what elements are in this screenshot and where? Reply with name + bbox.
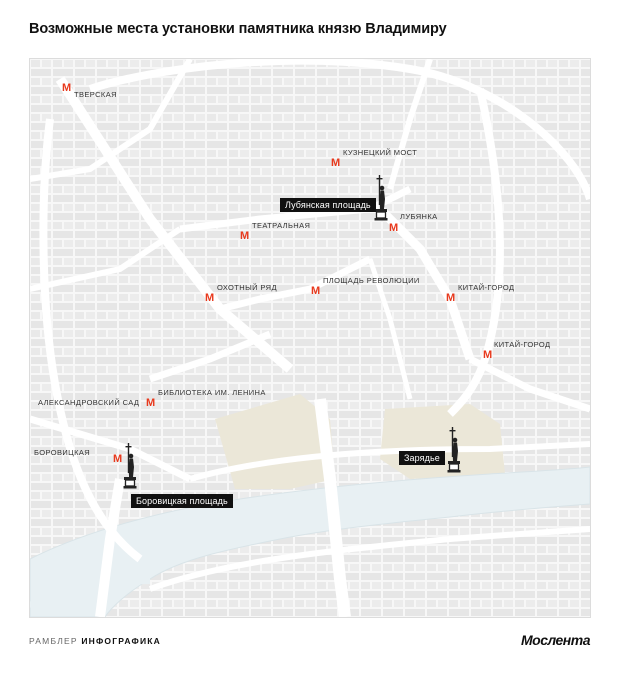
station-teatralnaya: ТЕАТРАЛЬНАЯ [252,221,311,230]
station-kuznetsky: КУЗНЕЦКИЙ МОСТ [343,148,418,157]
moslenta-logo[interactable]: Мослента [520,632,590,648]
metro-borovitskaya-icon: М [113,453,123,465]
footer-brand-bold: ИНФОГРАФИКА [81,636,161,646]
station-lubyanka: ЛУБЯНКА [400,212,438,221]
footer-brand-light: РАМБЛЕР [29,636,78,646]
station-borovitskaya: БОРОВИЦКАЯ [34,448,91,457]
zaryadye-park [380,404,505,479]
site-label-lubyanskaya[interactable]: Лубянская площадь [280,198,376,212]
metro-kuznetsky-icon: М [331,157,341,169]
site-label-zaryadye[interactable]: Зарядье [399,451,445,465]
station-okhotny: ОХОТНЫЙ РЯД [217,283,277,292]
metro-teatralnaya-icon: М [240,230,250,242]
metro-kitay-gorod-2-icon: М [483,349,493,361]
metro-kitay-gorod-1-icon: М [446,292,456,304]
station-kitay-gorod-1: КИТАЙ-ГОРОД [458,283,515,292]
metro-tverskaya-icon: М [62,82,72,94]
station-lenina: БИБЛИОТЕКА ИМ. ЛЕНИНА [158,388,266,397]
site-label-borovitskaya[interactable]: Боровицкая площадь [131,494,233,508]
station-tverskaya: ТВЕРСКАЯ [74,90,117,99]
map[interactable] [29,58,591,618]
footer-brand [29,636,161,646]
station-aleksandrovsky: АЛЕКСАНДРОВСКИЙ САД [38,398,140,407]
metro-okhotny-icon: М [205,292,215,304]
metro-lenina-icon: М [146,397,156,409]
station-revolyutsii: ПЛОЩАДЬ РЕВОЛЮЦИИ [323,276,420,285]
map-canvas [30,59,590,617]
metro-revolyutsii-icon: М [311,285,321,297]
page-title: Возможные места установки памятника князю Владимиру [29,21,447,37]
station-kitay-gorod-2: КИТАЙ-ГОРОД [494,340,551,349]
metro-lubyanka-icon: М [389,222,399,234]
